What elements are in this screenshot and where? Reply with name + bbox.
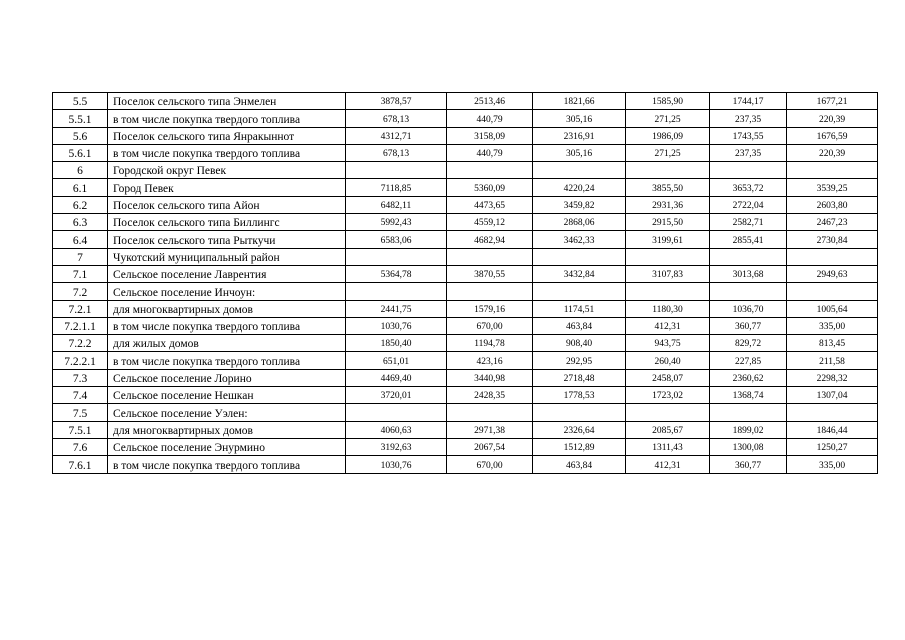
row-number-cell: 7.4 (53, 387, 108, 404)
row-number-cell: 7.2.2.1 (53, 352, 108, 369)
value-cell: 6482,11 (346, 196, 447, 213)
value-cell: 2603,80 (787, 196, 878, 213)
value-cell: 305,16 (533, 110, 626, 127)
table-row (53, 317, 878, 334)
row-number-cell: 6 (53, 162, 108, 179)
value-cell: 1300,08 (710, 438, 787, 455)
value-cell: 3459,82 (533, 196, 626, 213)
value-cell (346, 162, 447, 179)
row-number-cell: 7.6 (53, 438, 108, 455)
value-cell (787, 283, 878, 300)
table-row (53, 369, 878, 386)
value-cell: 2467,23 (787, 214, 878, 231)
value-cell: 3107,83 (626, 265, 710, 282)
table-row (53, 283, 878, 300)
value-cell: 1677,21 (787, 93, 878, 110)
row-name-cell: Сельское поселение Инчоун: (108, 283, 346, 300)
row-name-cell: Сельское поселение Лаврентия (108, 265, 346, 282)
value-cell: 1778,53 (533, 387, 626, 404)
value-cell: 1368,74 (710, 387, 787, 404)
row-number-cell: 6.1 (53, 179, 108, 196)
row-name-cell: в том числе покупка твердого топлива (108, 352, 346, 369)
table-row (53, 387, 878, 404)
value-cell: 2730,84 (787, 231, 878, 248)
row-name-cell: Поселок сельского типа Биллингс (108, 214, 346, 231)
table-row (53, 196, 878, 213)
value-cell: 360,77 (710, 317, 787, 334)
value-cell: 1850,40 (346, 335, 447, 352)
row-name-cell: Городской округ Певек (108, 162, 346, 179)
row-name-cell: в том числе покупка твердого топлива (108, 110, 346, 127)
value-cell: 5360,09 (447, 179, 533, 196)
value-cell: 237,35 (710, 144, 787, 161)
row-number-cell: 7.5 (53, 404, 108, 421)
value-cell: 2428,35 (447, 387, 533, 404)
value-cell: 423,16 (447, 352, 533, 369)
value-cell: 2582,71 (710, 214, 787, 231)
value-cell: 292,95 (533, 352, 626, 369)
row-number-cell: 6.3 (53, 214, 108, 231)
value-cell: 3013,68 (710, 265, 787, 282)
value-cell: 2971,38 (447, 421, 533, 438)
table-row (53, 456, 878, 473)
value-cell: 1194,78 (447, 335, 533, 352)
value-cell: 1311,43 (626, 438, 710, 455)
value-cell (787, 404, 878, 421)
value-cell: 670,00 (447, 456, 533, 473)
value-cell: 678,13 (346, 144, 447, 161)
value-cell: 1030,76 (346, 456, 447, 473)
value-cell (710, 283, 787, 300)
row-number-cell: 7.1 (53, 265, 108, 282)
value-cell: 1250,27 (787, 438, 878, 455)
value-cell: 2868,06 (533, 214, 626, 231)
value-cell (626, 404, 710, 421)
value-cell: 1676,59 (787, 127, 878, 144)
value-cell (710, 404, 787, 421)
row-number-cell: 5.5 (53, 93, 108, 110)
value-cell: 3440,98 (447, 369, 533, 386)
value-cell: 2085,67 (626, 421, 710, 438)
row-name-cell: Поселок сельского типа Айон (108, 196, 346, 213)
value-cell: 908,40 (533, 335, 626, 352)
value-cell (447, 248, 533, 265)
value-cell: 5992,43 (346, 214, 447, 231)
value-cell: 271,25 (626, 144, 710, 161)
value-cell: 2067,54 (447, 438, 533, 455)
value-cell (626, 248, 710, 265)
value-cell (346, 283, 447, 300)
value-cell: 1030,76 (346, 317, 447, 334)
value-cell: 440,79 (447, 110, 533, 127)
value-cell: 4682,94 (447, 231, 533, 248)
value-cell: 3878,57 (346, 93, 447, 110)
value-cell: 2722,04 (710, 196, 787, 213)
value-cell: 4559,12 (447, 214, 533, 231)
row-name-cell: Сельское поселение Уэлен: (108, 404, 346, 421)
value-cell: 3199,61 (626, 231, 710, 248)
value-cell: 1744,17 (710, 93, 787, 110)
value-cell: 463,84 (533, 317, 626, 334)
value-cell: 3539,25 (787, 179, 878, 196)
row-name-cell: в том числе покупка твердого топлива (108, 456, 346, 473)
value-cell (710, 248, 787, 265)
value-cell: 1036,70 (710, 300, 787, 317)
value-cell: 227,85 (710, 352, 787, 369)
value-cell: 2360,62 (710, 369, 787, 386)
value-cell: 1585,90 (626, 93, 710, 110)
row-name-cell: Сельское поселение Лорино (108, 369, 346, 386)
row-number-cell: 6.4 (53, 231, 108, 248)
value-cell: 943,75 (626, 335, 710, 352)
value-cell: 3432,84 (533, 265, 626, 282)
value-cell: 813,45 (787, 335, 878, 352)
table-row (53, 110, 878, 127)
value-cell: 3855,50 (626, 179, 710, 196)
table-body (53, 93, 878, 474)
value-cell: 3192,63 (346, 438, 447, 455)
row-number-cell: 7.6.1 (53, 456, 108, 473)
value-cell (346, 404, 447, 421)
value-cell: 1821,66 (533, 93, 626, 110)
row-name-cell: в том числе покупка твердого топлива (108, 144, 346, 161)
value-cell (533, 283, 626, 300)
row-name-cell: Город Певек (108, 179, 346, 196)
value-cell (710, 162, 787, 179)
row-number-cell: 7.2.2 (53, 335, 108, 352)
value-cell: 3158,09 (447, 127, 533, 144)
value-cell: 412,31 (626, 456, 710, 473)
value-cell: 2513,46 (447, 93, 533, 110)
value-cell: 2458,07 (626, 369, 710, 386)
value-cell: 4469,40 (346, 369, 447, 386)
tariff-table (52, 92, 878, 474)
row-name-cell: Сельское поселение Нешкан (108, 387, 346, 404)
table-row (53, 421, 878, 438)
value-cell: 4473,65 (447, 196, 533, 213)
value-cell: 670,00 (447, 317, 533, 334)
value-cell: 2718,48 (533, 369, 626, 386)
value-cell: 4220,24 (533, 179, 626, 196)
row-number-cell: 7.2.1 (53, 300, 108, 317)
value-cell: 335,00 (787, 317, 878, 334)
row-number-cell: 6.2 (53, 196, 108, 213)
value-cell: 1512,89 (533, 438, 626, 455)
table-row (53, 144, 878, 161)
row-number-cell: 7.3 (53, 369, 108, 386)
row-name-cell: Сельское поселение Энурмино (108, 438, 346, 455)
value-cell (787, 162, 878, 179)
value-cell: 237,35 (710, 110, 787, 127)
value-cell (787, 248, 878, 265)
value-cell (533, 162, 626, 179)
value-cell (447, 283, 533, 300)
row-name-cell: в том числе покупка твердого топлива (108, 317, 346, 334)
table-row (53, 300, 878, 317)
value-cell (346, 248, 447, 265)
table-row (53, 231, 878, 248)
value-cell: 1986,09 (626, 127, 710, 144)
row-name-cell: Поселок сельского типа Рыткучи (108, 231, 346, 248)
value-cell: 305,16 (533, 144, 626, 161)
value-cell: 2298,32 (787, 369, 878, 386)
table-row (53, 93, 878, 110)
row-number-cell: 7.5.1 (53, 421, 108, 438)
row-name-cell: Чукотский муниципальный район (108, 248, 346, 265)
value-cell: 220,39 (787, 144, 878, 161)
value-cell: 1899,02 (710, 421, 787, 438)
value-cell: 4060,63 (346, 421, 447, 438)
value-cell: 7118,85 (346, 179, 447, 196)
table-row (53, 352, 878, 369)
value-cell: 5364,78 (346, 265, 447, 282)
table-row (53, 248, 878, 265)
value-cell: 2326,64 (533, 421, 626, 438)
value-cell: 1743,55 (710, 127, 787, 144)
value-cell: 220,39 (787, 110, 878, 127)
value-cell: 2855,41 (710, 231, 787, 248)
row-name-cell: для жилых домов (108, 335, 346, 352)
value-cell: 260,40 (626, 352, 710, 369)
value-cell: 271,25 (626, 110, 710, 127)
row-number-cell: 7.2.1.1 (53, 317, 108, 334)
value-cell (447, 162, 533, 179)
value-cell: 829,72 (710, 335, 787, 352)
value-cell: 2931,36 (626, 196, 710, 213)
table-row (53, 179, 878, 196)
value-cell (533, 248, 626, 265)
value-cell: 1174,51 (533, 300, 626, 317)
value-cell: 1005,64 (787, 300, 878, 317)
value-cell: 6583,06 (346, 231, 447, 248)
value-cell: 211,58 (787, 352, 878, 369)
table-row (53, 127, 878, 144)
row-name-cell: для многоквартирных домов (108, 421, 346, 438)
value-cell (533, 404, 626, 421)
row-name-cell: Поселок сельского типа Янракыннот (108, 127, 346, 144)
table-row (53, 404, 878, 421)
value-cell: 2316,91 (533, 127, 626, 144)
value-cell: 2949,63 (787, 265, 878, 282)
row-number-cell: 5.6.1 (53, 144, 108, 161)
value-cell (626, 283, 710, 300)
value-cell: 3870,55 (447, 265, 533, 282)
value-cell: 3462,33 (533, 231, 626, 248)
row-number-cell: 5.6 (53, 127, 108, 144)
value-cell: 1846,44 (787, 421, 878, 438)
value-cell (626, 162, 710, 179)
table-row (53, 335, 878, 352)
value-cell: 651,01 (346, 352, 447, 369)
value-cell: 1579,16 (447, 300, 533, 317)
value-cell (447, 404, 533, 421)
table-row (53, 214, 878, 231)
value-cell: 1723,02 (626, 387, 710, 404)
value-cell: 3720,01 (346, 387, 447, 404)
row-number-cell: 7.2 (53, 283, 108, 300)
value-cell: 440,79 (447, 144, 533, 161)
table-row (53, 162, 878, 179)
value-cell: 335,00 (787, 456, 878, 473)
value-cell: 1180,30 (626, 300, 710, 317)
value-cell: 463,84 (533, 456, 626, 473)
row-name-cell: Поселок сельского типа Энмелен (108, 93, 346, 110)
value-cell: 1307,04 (787, 387, 878, 404)
value-cell: 4312,71 (346, 127, 447, 144)
row-number-cell: 5.5.1 (53, 110, 108, 127)
value-cell: 3653,72 (710, 179, 787, 196)
value-cell: 360,77 (710, 456, 787, 473)
table-row (53, 265, 878, 282)
table-row (53, 438, 878, 455)
value-cell: 678,13 (346, 110, 447, 127)
row-number-cell: 7 (53, 248, 108, 265)
value-cell: 2915,50 (626, 214, 710, 231)
value-cell: 412,31 (626, 317, 710, 334)
value-cell: 2441,75 (346, 300, 447, 317)
row-name-cell: для многоквартирных домов (108, 300, 346, 317)
